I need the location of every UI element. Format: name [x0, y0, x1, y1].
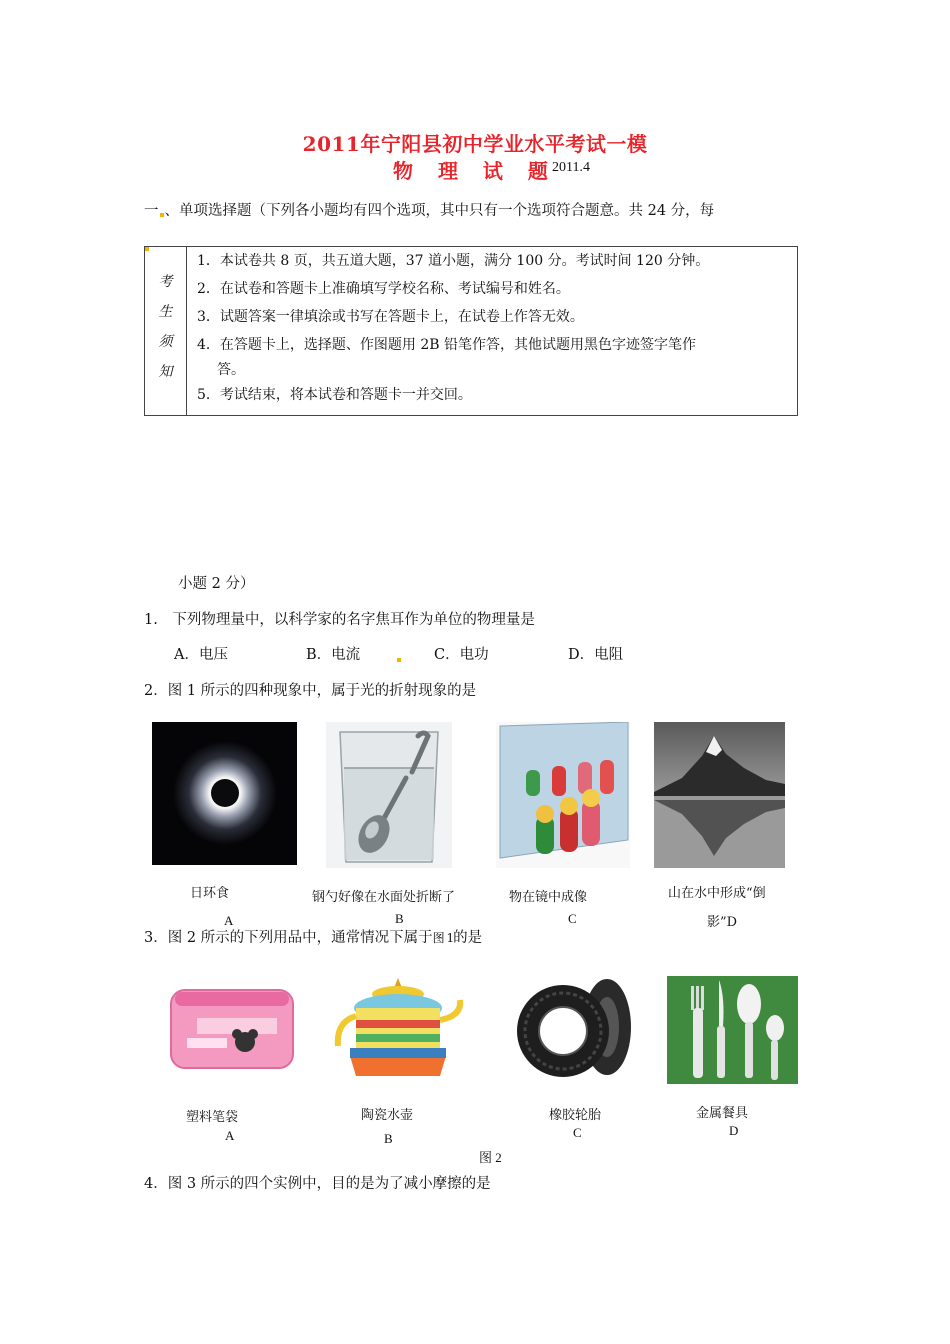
notice-side-char: 生 — [158, 304, 173, 320]
q3-caption-c: 橡胶轮胎 — [549, 1108, 602, 1123]
q2-letter-a: A — [224, 913, 234, 928]
q2-caption-c: 物在镜中成像 — [509, 890, 588, 905]
q3-letter-b: B — [384, 1131, 393, 1146]
question-3-stem — [144, 928, 482, 948]
eclipse-photo — [152, 722, 297, 865]
plastic-pencil-case-photo — [167, 978, 297, 1082]
q3-caption-a: 塑料笔袋 — [186, 1110, 239, 1125]
notice-item: 3．试题答案一律填涂或书写在答题卡上，在试卷上作答无效。 — [197, 309, 584, 325]
q3-stem-part-a: 3．图 2 所示的下列用品中，通常情况下属于 — [144, 930, 433, 946]
marker-dot — [397, 658, 401, 662]
exam-subtitle: 物 理 试 题 — [393, 159, 557, 183]
q3-letter-a: A — [225, 1128, 235, 1143]
section-number: 一 — [144, 203, 159, 219]
q2-caption-a: 日环食 — [190, 886, 230, 901]
question-4-stem: 4．图 3 所示的四个实例中，目的是为了减小摩擦的是 — [144, 1176, 491, 1192]
notice-body — [187, 247, 798, 416]
notice-item: 2．在试卷和答题卡上准确填写学校名称、考试编号和姓名。 — [197, 281, 570, 297]
notice-side-char: 考 — [158, 274, 173, 290]
q3-stem-part-b: 的是 — [453, 930, 483, 946]
q2-letter-c: C — [568, 911, 577, 926]
q1-option-a: A．电压 — [174, 647, 228, 663]
q3-stem-overlay: 图 1 — [432, 931, 454, 945]
notice-side-char: 知 — [158, 364, 173, 380]
q2-caption-d: 山在水中形成“倒 — [668, 886, 766, 901]
question-2-stem: 2．图 1 所示的四种现象中，属于光的折射现象的是 — [144, 683, 477, 699]
section-intro — [144, 201, 714, 221]
q1-option-c: C．电功 — [434, 647, 489, 663]
mountain-reflection-photo — [654, 722, 785, 868]
notice-item: 4．在答题卡上，选择题、作图题用 2B 铅笔作答，其他试题用黑色字迹签字笔作 — [197, 337, 697, 353]
notice-item-continued: 答。 — [217, 362, 245, 378]
metal-cutlery-photo — [667, 976, 798, 1084]
notice-item: 1．本试卷共 8 页，共五道大题，37 道小题，满分 100 分。考试时间 120 分钟。 — [197, 253, 710, 269]
mirror-reflection-photo — [496, 722, 630, 868]
candidate-notice-table — [144, 246, 798, 416]
notice-side-char: 须 — [158, 334, 173, 350]
exam-title: 2011年宁阳县初中学业水平考试一模 — [302, 132, 648, 156]
q1-option-d: D．电阻 — [568, 647, 624, 663]
notice-item: 5．考试结束，将本试卷和答题卡一并交回。 — [197, 387, 472, 403]
rubber-tire-photo — [515, 975, 634, 1082]
q3-caption-b: 陶瓷水壶 — [361, 1108, 414, 1123]
q3-letter-c: C — [573, 1125, 582, 1140]
exam-date: 2011.4 — [552, 160, 590, 175]
section-intro-text: 、单项选择题（下列各小题均有四个选项，其中只有一个选项符合题意。共 24 分，每 — [164, 203, 715, 219]
spoon-in-glass-photo — [326, 722, 452, 868]
q2-caption-b: 钢勺好像在水面处折断了 — [312, 890, 456, 905]
notice-side-label — [145, 247, 187, 416]
marker-dot — [160, 213, 164, 217]
question-1-stem: 1. 下列物理量中，以科学家的名字焦耳作为单位的物理量是 — [144, 612, 535, 628]
q3-letter-d: D — [729, 1123, 739, 1138]
q3-caption-d: 金属餐具 — [696, 1106, 749, 1121]
q2-letter-b: B — [395, 911, 404, 926]
figure-2-label: 图 2 — [479, 1150, 502, 1165]
marker-dot — [145, 247, 149, 251]
q1-option-b: B．电流 — [306, 647, 361, 663]
q2-caption-d-continued: 影”D — [707, 915, 738, 930]
section-intro-continued: 小题 2 分） — [178, 576, 255, 592]
ceramic-teapot-photo — [332, 976, 465, 1081]
